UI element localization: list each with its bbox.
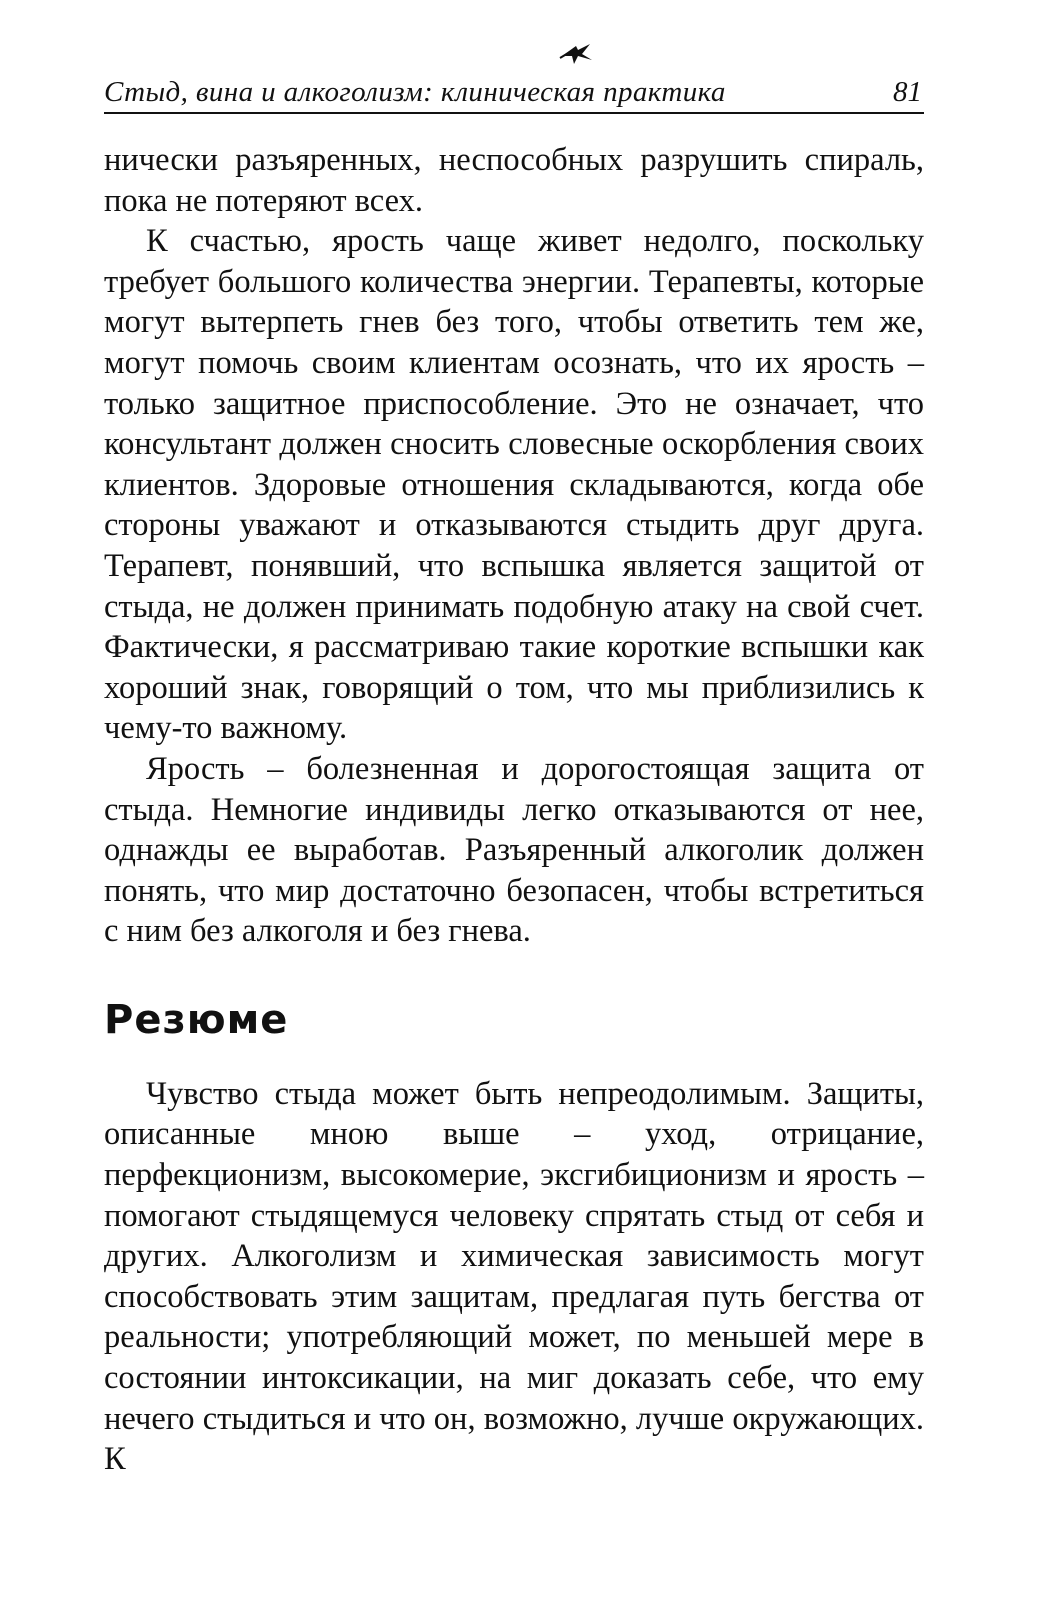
body-text <box>104 140 924 1480</box>
page-number: 81 <box>893 76 922 108</box>
ornament-icon <box>556 38 596 68</box>
paragraph: К счастью, ярость чаще живет недолго, поскольку требует большого количества энергии. Терапевты, которые могут вытерпеть гнев без того, чтобы ответить тем же, могут помочь своим клиентам осознать, что их ярость – только защитное приспособление. Это не означает, что консультант должен сносить словесные оскорбления своих клиентов. Здоровые отношения складываются, когда обе стороны уважают и отказываются стыдить друг друга. Терапевт, понявший, что вспышка является защитой от стыда, не должен принимать подобную атаку на свой счет. Фактически, я рассматриваю такие короткие вспышки как хороший знак, говорящий о том, что мы приблизились к чему-то важному. <box>104 223 924 747</box>
section-heading: Резюме <box>104 996 289 1043</box>
section-paragraph: Чувство стыда может быть непреодолимым. Защиты, описанные мною выше – уход, отрицание, перфекционизм, высокомерие, эксгибиционизм и ярость – помогают стыдящемуся человеку спрятать стыд от себя и других. Алкоголизм и химическая зависимость могут способствовать этим защитам, предлагая путь бегства от реальности; употребляющий может, по меньшей мере в состоянии интоксикации, на миг доказать себе, что ему нечего стыдиться и что он, возможно, лучше окружающих. К <box>104 1075 924 1478</box>
book-page <box>104 0 924 1601</box>
running-header <box>104 72 924 114</box>
running-title: Стыд, вина и алкоголизм: клиническая практика <box>104 76 726 108</box>
paragraph-continued: нически разъяренных, неспособных разрушить спираль, пока не потеряют всех. <box>104 142 924 219</box>
paragraph: Ярость – болезненная и дорогостоящая защита от стыда. Немногие индивиды легко отказываются от нее, однажды ее выработав. Разъяренный алкоголик должен понять, что мир достаточно безопасен, чтобы встретиться с ним без алкоголя и без гнева. <box>104 750 924 950</box>
